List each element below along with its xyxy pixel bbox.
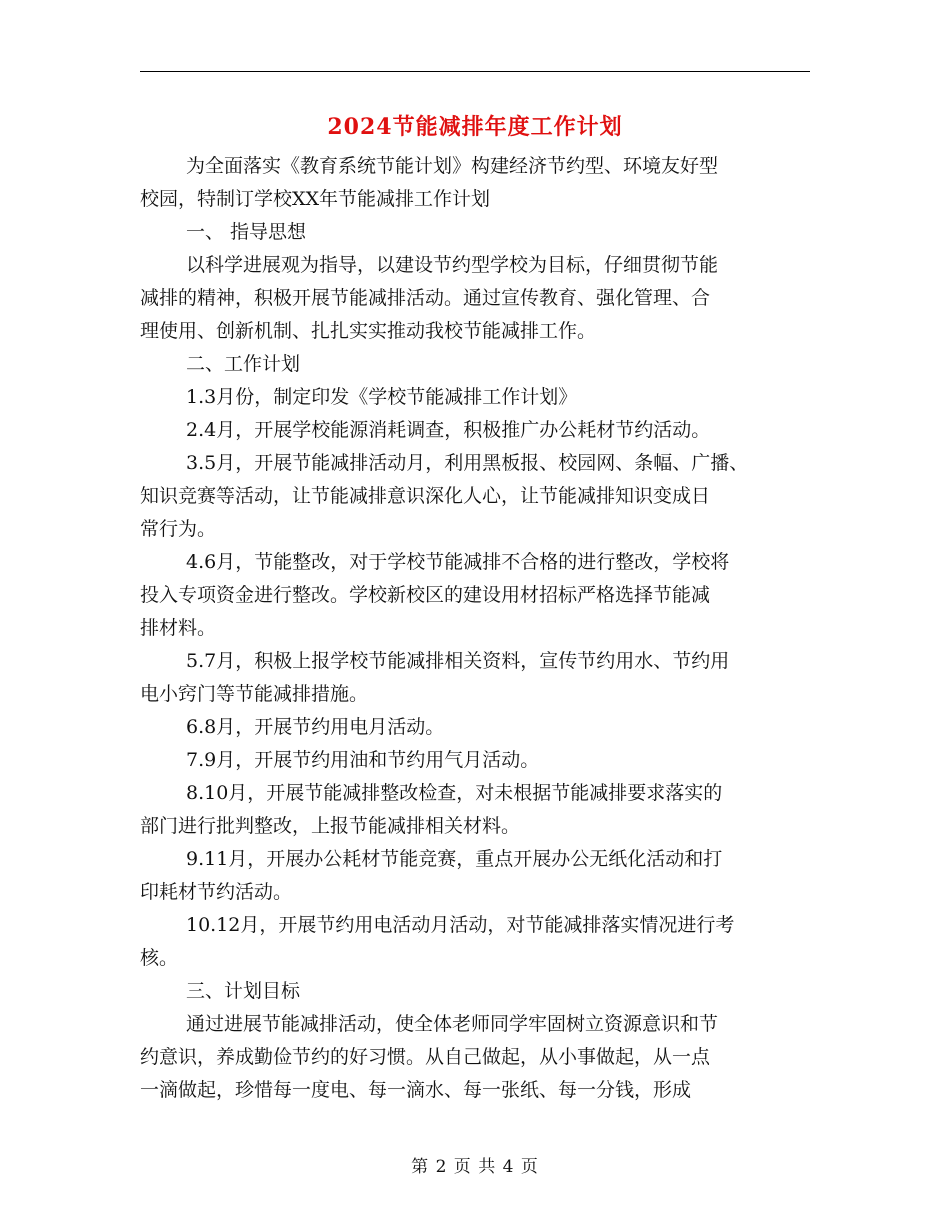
paragraph-line: 通过进展节能减排活动，使全体老师同学牢固树立资源意识和节 [186, 1013, 719, 1035]
paragraph [140, 843, 840, 909]
paragraph-line: 2.4月，开展学校能源消耗调查，积极推广办公耗材节约活动。 [186, 419, 711, 441]
paragraph [140, 645, 840, 711]
paragraph-line: 排材料。 [140, 617, 217, 639]
paragraph-line: 6.8月，开展节约用电月活动。 [186, 716, 445, 738]
paragraph-line: 一滴做起，珍惜每一度电、每一滴水、每一张纸、每一分钱，形成 [140, 1079, 692, 1101]
paragraph-line: 二、工作计划 [186, 353, 301, 375]
paragraph-line: 减排的精神，积极开展节能减排活动。通过宣传教育、强化管理、合 [140, 287, 711, 309]
paragraph [140, 711, 840, 744]
paragraph [140, 348, 840, 381]
paragraph-line: 三、计划目标 [186, 980, 301, 1002]
paragraph [140, 414, 840, 447]
paragraph-line: 印耗材节约活动。 [140, 881, 293, 903]
paragraph-line: 5.7月，积极上报学校节能减排相关资料，宣传节约用水、节约用 [186, 650, 730, 672]
document-body [140, 150, 840, 1107]
paragraph-line: 1.3月份，制定印发《学校节能减排工作计划》 [186, 386, 578, 408]
paragraph-line: 7.9月，开展节约用油和节约用气月活动。 [186, 749, 540, 771]
paragraph-line: 约意识，养成勤俭节约的好习惯。从自己做起，从小事做起，从一点 [140, 1046, 711, 1068]
paragraph [140, 777, 840, 843]
header-rule [140, 71, 810, 72]
paragraph [140, 909, 840, 975]
paragraph-line: 9.11月，开展办公耗材节能竞赛，重点开展办公无纸化活动和打 [186, 848, 723, 870]
paragraph-line: 10.12月，开展节约用电活动月活动，对节能减排落实情况进行考 [186, 914, 735, 936]
paragraph-line: 8.10月，开展节能减排整改检查，对未根据节能减排要求落实的 [186, 782, 723, 804]
document-title: 2024节能减排年度工作计划 [327, 114, 623, 140]
paragraph-line: 为全面落实《教育系统节能计划》构建经济节约型、环境友好型 [186, 155, 719, 177]
paragraph-line: 校园，特制订学校XX年节能减排工作计划 [140, 188, 491, 210]
paragraph [140, 447, 840, 546]
paragraph [140, 150, 840, 216]
paragraph-line: 电小窍门等节能减排措施。 [140, 683, 369, 705]
paragraph-line: 4.6月，节能整改，对于学校节能减排不合格的进行整改，学校将 [186, 551, 730, 573]
paragraph [140, 1008, 840, 1107]
paragraph [140, 216, 840, 249]
paragraph-line: 以科学进展观为指导，以建设节约型学校为目标，仔细贯彻节能 [186, 254, 719, 276]
paragraph-line: 3.5月，开展节能减排活动月，利用黑板报、校园网、条幅、广播、 [186, 452, 749, 474]
paragraph-line: 一、 指导思想 [186, 221, 307, 243]
paragraph-line: 知识竞赛等活动，让节能减排意识深化人心，让节能减排知识变成日 [140, 485, 711, 507]
paragraph [140, 381, 840, 414]
paragraph-line: 理使用、创新机制、扎扎实实推动我校节能减排工作。 [140, 320, 597, 342]
paragraph-line: 核。 [140, 947, 179, 969]
paragraph-line: 部门进行批判整改，上报节能减排相关材料。 [140, 815, 521, 837]
paragraph-line: 常行为。 [140, 518, 217, 540]
paragraph [140, 975, 840, 1008]
paragraph [140, 546, 840, 645]
paragraph [140, 249, 840, 348]
paragraph-line: 投入专项资金进行整改。学校新校区的建设用材招标严格选择节能减 [140, 584, 711, 606]
paragraph [140, 744, 840, 777]
page-footer: 第 2 页 共 4 页 [411, 1157, 539, 1177]
